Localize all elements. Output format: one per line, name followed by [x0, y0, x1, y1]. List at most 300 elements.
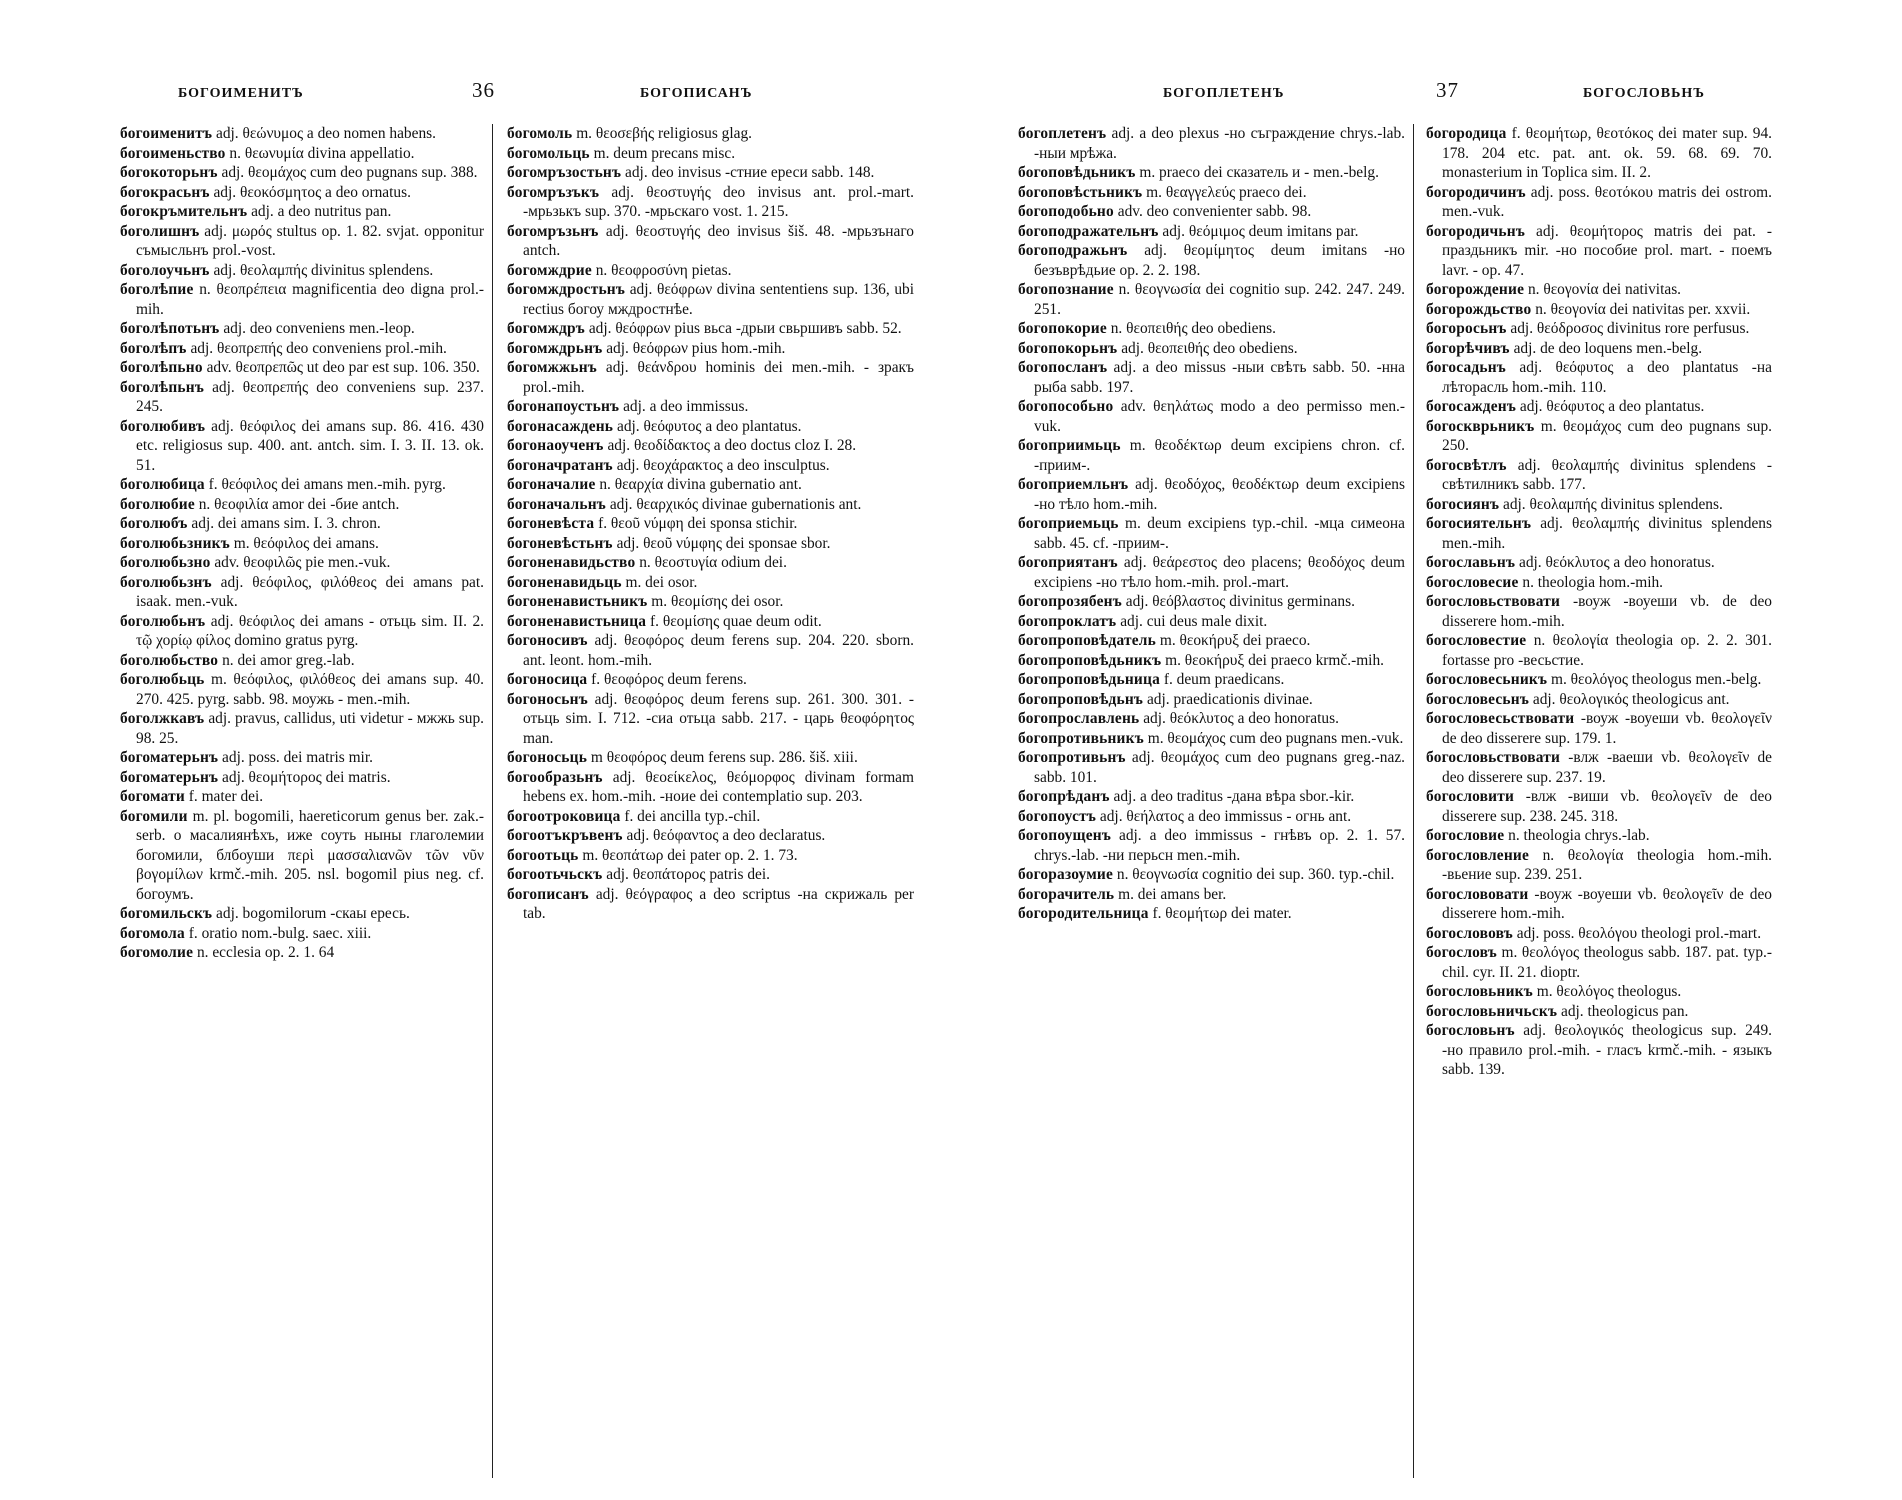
dictionary-entry — [1018, 319, 1405, 339]
dictionary-entry — [1426, 670, 1772, 690]
entry-headword: богоподражательнъ — [1018, 222, 1159, 240]
dictionary-entry — [120, 339, 484, 359]
dictionary-entry — [1426, 300, 1772, 320]
page-number: 37 — [1436, 78, 1459, 102]
entry-definition: m. θεοπάτωρ dei pater op. 2. 1. 73. — [578, 846, 798, 864]
dictionary-entry — [1018, 787, 1405, 807]
dictionary-entry — [507, 846, 914, 866]
dictionary-entry — [120, 358, 484, 378]
entry-headword: боголюбица — [120, 476, 205, 493]
entry-headword: богомждростьнъ — [507, 281, 626, 298]
dictionary-entry — [1018, 358, 1405, 397]
header-left-word: БОГОПЛЕТЕНЪ — [1163, 86, 1285, 101]
dictionary-entry — [120, 183, 484, 203]
entry-definition: n. dei amor greg.-lab. — [218, 651, 355, 669]
dictionary-entry — [507, 534, 914, 554]
dictionary-entry — [1426, 709, 1772, 748]
dictionary-entry — [120, 495, 484, 515]
dictionary-entry — [120, 417, 484, 476]
right-page — [1018, 78, 1772, 1478]
entry-headword: богопоустъ — [1018, 807, 1097, 825]
entry-headword: богословити — [1426, 788, 1515, 805]
entry-definition: adj. deo conveniens men.-leop. — [219, 320, 415, 337]
entry-definition: m. θεομάχος cum deo pugnans men.-vuk. — [1143, 729, 1404, 747]
entry-headword: богословесьствовати — [1426, 710, 1575, 727]
dictionary-entry — [1426, 124, 1772, 183]
entry-headword: богоненавистьникъ — [507, 593, 648, 610]
entry-definition: adj. θεοδίδακτος a deo doctus cloz I. 28. — [603, 437, 857, 454]
entry-definition: adj. θεόφυτος a deo plantatus -на лѣторасль hom.-mih. 110. — [1442, 359, 1772, 396]
entry-definition: m. deum excipiens typ.-chil. -мца симеона sabb. 45. cf. -приим-. — [1034, 515, 1405, 552]
dictionary-entry — [1018, 124, 1405, 163]
entry-definition: m. dei amans ber. — [1114, 885, 1227, 903]
entry-definition: n. θεοστυγία odium dei. — [635, 554, 787, 571]
dictionary-entry — [120, 280, 484, 319]
dictionary-entry — [507, 514, 914, 534]
entry-headword: богопособьно — [1018, 398, 1114, 415]
dictionary-entry — [120, 261, 484, 281]
entry-headword: богопрославлень — [1018, 710, 1140, 727]
entry-definition: f. θεομίσης quae deum odit. — [646, 612, 822, 630]
entry-definition: m. pl. bogomili, haereticorum genus ber. zak.-serb. о масалиянѣхъ, иже соуть ныны глаголемии богомили, блбоуши περὶ μασσαλιανῶν τῶν νῦν βογομίλων krmč.-mih. 205. nsl. bogomil pius neg. cf. богоумъ. — [136, 807, 484, 903]
entry-headword: богосадьнъ — [1426, 359, 1506, 376]
entry-definition: adj. praedicationis divinae. — [1143, 690, 1313, 708]
entry-definition: m. θεολόγος theologus men.-belg. — [1547, 671, 1762, 688]
entry-definition: n. θεοφιλία amor dei -бие antch. — [194, 495, 400, 513]
entry-headword: богоповѣдьникъ — [1018, 164, 1136, 181]
column-left — [120, 124, 492, 1478]
dictionary-entry — [1018, 241, 1405, 280]
entry-headword: богорачитель — [1018, 885, 1115, 903]
entry-headword: боголюбьство — [120, 651, 219, 669]
dictionary-entry — [1018, 163, 1405, 183]
entry-headword: богомати — [120, 788, 185, 805]
entry-headword: богокрасьнъ — [120, 183, 210, 201]
entry-headword: богоотьчьскъ — [507, 866, 603, 883]
entry-definition: n. theologia chrys.-lab. — [1504, 827, 1650, 844]
entry-definition: m. θεοσεβής religiosus glag. — [572, 125, 753, 142]
dictionary-entry — [507, 280, 914, 319]
dictionary-entry — [507, 885, 914, 924]
entry-definition: adj. pravus, callidus, uti videtur - мжжь sup. 98. 25. — [136, 710, 484, 747]
entry-definition: f. θεομήτωρ dei mater. — [1148, 905, 1292, 922]
entry-definition: adj. θεομήτορος matris dei pat. - праздьникъ mir. -но пособие prol. mart. - поемъ lavr. - op. 47. — [1442, 222, 1772, 279]
entry-headword: богомръзостьнъ — [507, 164, 622, 181]
entry-definition: f. mater dei. — [184, 788, 264, 805]
dictionary-entry — [120, 222, 484, 261]
dictionary-entry — [1018, 690, 1405, 710]
column-right — [492, 124, 914, 1478]
entry-definition: adv. θεηλάτως modo a deo permisso men.-vuk. — [1034, 398, 1405, 435]
entry-definition: f. θεομήτωρ, θεοτόκος dei mater sup. 94. 178. 204 etc. pat. ant. ok. 59. 68. 69. 70. monasterium in Toplica sim. II. 2. — [1442, 125, 1772, 181]
entry-definition: adj. θεολαμπής divinitus splendens men.-mih. — [1442, 515, 1772, 552]
entry-definition: adj. poss. dei matris mir. — [218, 749, 373, 766]
entry-headword: богомръзъкъ — [507, 183, 600, 201]
dictionary-entry — [1426, 456, 1772, 495]
entry-definition: adj. θεαρχικός divinae gubernationis ant. — [605, 495, 862, 513]
entry-definition: adj. θεόφιλος dei amans sup. 86. 416. 430 etc. religiosus sup. 400. ant. antch. sim. I. 3. II. 13. ok. 51. — [136, 417, 484, 474]
entry-definition: adj. θεομίμητος deum imitans -но безъврѣдьие op. 2. 2. 198. — [1034, 242, 1405, 279]
entry-definition: f. θεοφόρος deum ferens. — [587, 671, 747, 688]
dictionary-entry — [507, 631, 914, 670]
dictionary-entry — [507, 807, 914, 827]
entry-headword: богомильскъ — [120, 905, 213, 922]
dictionary-entry — [1426, 495, 1772, 515]
entry-definition: f. oratio nom.-bulg. saec. xiii. — [184, 924, 372, 942]
dictionary-entry — [507, 865, 914, 885]
entry-definition: adj. θεοχάρακτος a deo insculptus. — [612, 456, 830, 474]
entry-headword: боголюбъ — [120, 515, 188, 532]
dictionary-entry — [1018, 202, 1405, 222]
dictionary-entry — [120, 904, 484, 924]
dictionary-entry — [1426, 553, 1772, 573]
running-head — [120, 78, 914, 118]
entry-headword: богославьнъ — [1426, 554, 1516, 571]
dictionary-entry — [1426, 631, 1772, 670]
dictionary-entry — [120, 807, 484, 905]
dictionary-entry — [507, 261, 914, 281]
dictionary-entry — [1018, 729, 1405, 749]
entry-definition: adj. θεόφυτος a deo plantatus. — [613, 417, 802, 435]
dictionary-entry — [120, 378, 484, 417]
entry-headword: богословъ — [1426, 944, 1497, 961]
dictionary-entry — [507, 144, 914, 164]
entry-headword: богоносица — [507, 671, 588, 688]
entry-definition: f. θεοῦ νύμφη dei sponsa stichir. — [594, 515, 798, 532]
dictionary-entry — [1426, 222, 1772, 281]
dictionary-entry — [120, 163, 484, 183]
dictionary-entry — [507, 748, 914, 768]
entry-headword: богословьствовати — [1426, 593, 1561, 610]
entry-definition: m. θεοκήρυξ dei praeco. — [1156, 632, 1311, 649]
entry-headword: богородительница — [1018, 905, 1149, 922]
entry-headword: богосвѣтлъ — [1426, 456, 1507, 474]
entry-definition: m. θεοδέκτωρ deum excipiens chron. cf. -приим-. — [1034, 437, 1405, 474]
entry-headword: богомолие — [120, 944, 194, 961]
entry-headword: боголѣпьно — [120, 359, 203, 376]
entry-headword: богоименьство — [120, 144, 226, 162]
entry-headword: богоприемльнъ — [1018, 476, 1129, 493]
entry-headword: богокръмительнъ — [120, 203, 248, 220]
entry-headword: боголюбие — [120, 495, 195, 513]
entry-headword: богоповѣстьникъ — [1018, 183, 1143, 201]
entry-definition: adj. poss. θεολόγου theologi prol.-mart. — [1512, 924, 1762, 942]
entry-headword: богоненавидьць — [507, 573, 622, 591]
dictionary-entry — [1426, 885, 1772, 924]
entry-definition: m. θεαγγελεύς praeco dei. — [1142, 183, 1307, 201]
entry-headword: богорождьство — [1426, 300, 1532, 318]
entry-headword: богоносивъ — [507, 632, 588, 649]
entry-definition: adj. θεοπειθής deo obediens. — [1117, 339, 1298, 357]
entry-headword: богоносьць — [507, 749, 588, 766]
entry-definition: adj. θεοπρεπής deo conveniens prol.-mih. — [186, 339, 447, 357]
entry-definition: adj. θεόφρων divina sententiens sup. 136, ubi rectius богоу мждростнѣе. — [523, 281, 914, 318]
entry-headword: богопротивьнъ — [1018, 749, 1126, 766]
entry-definition: n. θεολογία theologia op. 2. 2. 301. fortasse pro -весьстие. — [1442, 632, 1772, 669]
entry-definition: adj. θεόκλυτος a deo honoratus. — [1139, 710, 1339, 727]
entry-headword: боголюбьзникъ — [120, 534, 230, 552]
entry-headword: боголюбивъ — [120, 417, 206, 435]
entry-headword: богословесие — [1426, 573, 1519, 591]
entry-definition: m. θεοκήρυξ dei praeco krmč.-mih. — [1161, 651, 1385, 669]
dictionary-entry — [507, 456, 914, 476]
dictionary-entry — [507, 495, 914, 515]
entry-definition: n. θεογνωσία dei cognitio sup. 242. 247. 249. 251. — [1034, 281, 1405, 318]
entry-headword: богоносьнъ — [507, 690, 588, 708]
entry-headword: богопроповѣдатель — [1018, 632, 1156, 649]
entry-headword: боголюбьзно — [120, 554, 211, 571]
dictionary-entry — [1426, 573, 1772, 593]
entry-headword: богоначальнъ — [507, 495, 606, 513]
dictionary-entry — [1426, 280, 1772, 300]
entry-headword: богопроклатъ — [1018, 612, 1117, 630]
header-left-word: БОГОИМЕНИТЪ — [178, 86, 304, 101]
dictionary-entry — [1018, 436, 1405, 475]
entry-headword: богомола — [120, 924, 185, 942]
entry-definition: -воуж -воуеши vb. θεολογεῖν de deo disserere sup. 179. 1. — [1442, 710, 1772, 747]
entry-headword: богоподобьно — [1018, 203, 1114, 220]
entry-headword: богомили — [120, 807, 188, 825]
dictionary-entry — [1426, 417, 1772, 456]
entry-definition: adj. θεοστυγής deo invisus ant. prol.-mart. -мрьзькъ sup. 370. -мрьскаго vost. 1. 215. — [523, 183, 914, 220]
columns — [1018, 124, 1772, 1478]
entry-definition: n. θεωνυμία divina appellatio. — [225, 144, 415, 162]
dictionary-entry — [507, 124, 914, 144]
entry-definition: m. θεολόγος theologus sabb. 187. pat. typ.-chil. cyr. II. 21. dioptr. — [1442, 944, 1772, 981]
dictionary-entry — [120, 748, 484, 768]
entry-headword: богонасаждень — [507, 417, 614, 435]
entry-definition: adj. θεολογικός theologicus sup. 249. -но правило prol.-mih. - гласъ krmč.-mih. - языкъ sabb. 139. — [1442, 1022, 1772, 1078]
dictionary-entry — [1426, 748, 1772, 787]
dictionary-entry — [507, 553, 914, 573]
entry-headword: богословьнъ — [1426, 1022, 1515, 1039]
dictionary-entry — [120, 534, 484, 554]
entry-headword: боголѣпие — [120, 281, 194, 298]
dictionary-entry — [1018, 748, 1405, 787]
dictionary-entry — [507, 397, 914, 417]
entry-definition: adj. θεόγραφος a deo scriptus -на скрижаль per tab. — [523, 885, 914, 922]
dictionary-entry — [120, 124, 484, 144]
dictionary-entry — [507, 592, 914, 612]
entry-definition: adv. deo convenienter sabb. 98. — [1113, 203, 1312, 220]
entry-definition: m. θεομίσης dei osor. — [647, 593, 784, 610]
entry-definition: adj. θεόδροσος divinitus rore perfusus. — [1506, 320, 1750, 337]
entry-definition: n. θεαρχία divina gubernatio ant. — [595, 476, 802, 493]
entry-headword: богосажденъ — [1426, 398, 1517, 415]
entry-definition: m. θεόφιλος, φιλόθεος dei amans sup. 40. 270. 425. pyrg. sabb. 98. моужь - men.-mih. — [136, 671, 484, 708]
entry-definition: adj. θεολαμπής divinitus splendens. — [1499, 495, 1723, 513]
entry-headword: богомждрьнъ — [507, 339, 603, 357]
entry-headword: богопротивьникъ — [1018, 729, 1144, 747]
dictionary-entry — [507, 163, 914, 183]
entry-headword: богомждрие — [507, 261, 592, 279]
entry-definition: adj. θεώνυμος a deo nomen habens. — [212, 125, 436, 142]
entry-definition: adj. a deo immissus. — [619, 398, 749, 415]
entry-definition: adj. a deo nutritus pan. — [247, 203, 392, 220]
dictionary-entry — [507, 417, 914, 437]
entry-headword: богоненавидьство — [507, 554, 636, 571]
entry-definition: adj. θεολαμπής divinitus splendens - свѣтилникъ sabb. 177. — [1442, 456, 1772, 493]
dictionary-entry — [1426, 319, 1772, 339]
entry-headword: богопроповѣдьникъ — [1018, 651, 1162, 669]
dictionary-entry — [1018, 397, 1405, 436]
dictionary-entry — [120, 553, 484, 573]
header-right-word: БОГОПИСАНЪ — [640, 86, 753, 101]
entry-headword: богоотроковица — [507, 807, 621, 825]
entry-headword: богословьствовати — [1426, 749, 1561, 766]
dictionary-entry — [1426, 514, 1772, 553]
entry-definition: -влж -ваеши vb. θεολογεῖν de deo disserere sup. 237. 19. — [1442, 749, 1772, 786]
entry-definition: adj. θεομάχος cum deo pugnans sup. 388. — [217, 164, 478, 181]
dictionary-entry — [507, 612, 914, 632]
entry-headword: богослововати — [1426, 885, 1529, 903]
dictionary-entry — [507, 436, 914, 456]
entry-headword: богоразоумие — [1018, 866, 1114, 883]
dictionary-entry — [120, 709, 484, 748]
page-number: 36 — [472, 78, 495, 102]
entry-definition: n. θεοπειθής deo obediens. — [1106, 320, 1277, 337]
dictionary-entry — [507, 339, 914, 359]
entry-headword: богоросьнъ — [1426, 320, 1507, 337]
dictionary-entry — [120, 787, 484, 807]
entry-definition: adj. θεόφρων pius hom.-mih. — [602, 339, 786, 357]
dictionary-entry — [120, 514, 484, 534]
entry-definition: n. ecclesia op. 2. 1. 64 — [193, 944, 335, 961]
dictionary-entry — [1018, 631, 1405, 651]
entry-definition: adj. θεοῦ νύμφης dei sponsae sbor. — [612, 534, 831, 552]
entry-definition: -воуж -воуеши vb. de deo disserere hom.-mih. — [1442, 593, 1772, 630]
entry-definition: adj. θεομήτορος dei matris. — [218, 768, 391, 786]
entry-headword: богословестие — [1426, 632, 1527, 649]
entry-headword: богорождение — [1426, 281, 1525, 298]
entry-headword: богоприимьць — [1018, 437, 1121, 454]
dictionary-entry — [1426, 982, 1772, 1002]
entry-headword: боголишнъ — [120, 222, 200, 240]
entry-headword: богоматерьнъ — [120, 749, 219, 766]
dictionary-entry — [1018, 670, 1405, 690]
entry-definition: adj. θεομάχος cum deo pugnans greg.-naz. sabb. 101. — [1034, 749, 1405, 786]
entry-headword: богоматерьнъ — [120, 768, 219, 786]
dictionary-entry — [1426, 690, 1772, 710]
dictionary-entry — [120, 612, 484, 651]
entry-headword: богопроповѣдьнъ — [1018, 690, 1144, 708]
entry-headword: богопрѣданъ — [1018, 788, 1110, 805]
column-left — [1018, 124, 1413, 1478]
entry-definition: adj. bogomilorum -скаы ересь. — [212, 905, 410, 922]
entry-headword: богокоторьнъ — [120, 164, 218, 181]
entry-definition: adj. cui deus male dixit. — [1116, 612, 1268, 630]
entry-definition: adj. a deo immissus - гнѣвъ op. 2. 1. 57. chrys.-lab. -ни перьсн men.-mih. — [1034, 827, 1405, 864]
column-right — [1413, 124, 1772, 1478]
entry-headword: богоначратанъ — [507, 456, 613, 474]
entry-headword: богорѣчивъ — [1426, 339, 1510, 357]
entry-definition: adj. θεοφόρος deum ferens sup. 261. 300. 301. - отьць sim. I. 712. -сиа отьца sabb. 217. - царь θεοφόρητος man. — [523, 690, 914, 747]
entry-definition: adv. θεοπρεπῶς ut deo par est sup. 106. 350. — [202, 359, 480, 376]
entry-headword: богословие — [1426, 827, 1505, 844]
dictionary-entry — [120, 924, 484, 944]
dictionary-entry — [120, 670, 484, 709]
entry-definition: adj. θεοστυγής deo invisus šiš. 48. -мрьзънаго antch. — [523, 222, 914, 259]
entry-definition: adj. θεοπρεπής deo conveniens sup. 237. 245. — [136, 378, 484, 415]
entry-headword: богородичинъ — [1426, 183, 1526, 201]
dictionary-entry — [1426, 846, 1772, 885]
dictionary-entry — [507, 768, 914, 807]
entry-headword: богословесьникъ — [1426, 671, 1548, 688]
entry-headword: богословесьнъ — [1426, 690, 1530, 708]
dictionary-entry — [507, 573, 914, 593]
entry-headword: богопознание — [1018, 281, 1114, 298]
entry-headword: богопосланъ — [1018, 359, 1108, 376]
entry-headword: богомждръ — [507, 320, 585, 337]
entry-headword: богопокорьнъ — [1018, 339, 1118, 357]
entry-headword: богомръзьнъ — [507, 222, 599, 240]
entry-definition: n. θεογονία dei nativitas. — [1524, 281, 1682, 298]
entry-headword: боголюбьзнъ — [120, 573, 212, 591]
running-head — [1018, 78, 1772, 118]
entry-definition: n. θεογνωσία cognitio dei sup. 360. typ.-chil. — [1113, 866, 1395, 883]
entry-headword: богопокорие — [1018, 320, 1107, 337]
dictionary-entry — [1426, 183, 1772, 222]
entry-definition: adj. theologicus pan. — [1557, 1002, 1689, 1020]
entry-headword: богоотьць — [507, 846, 579, 864]
entry-definition: n. theologia hom.-mih. — [1518, 573, 1664, 591]
dictionary-entry — [120, 475, 484, 495]
entry-definition: adj. θεολογικός theologicus ant. — [1529, 690, 1730, 708]
dictionary-entry — [1426, 358, 1772, 397]
entry-definition: m. dei osor. — [621, 573, 698, 591]
left-page — [120, 78, 914, 1478]
entry-definition: m. θεόφιλος dei amans. — [229, 534, 379, 552]
dictionary-entry — [120, 651, 484, 671]
entry-headword: богоненавистьница — [507, 612, 647, 630]
entry-definition: adj. θεοφόρος deum ferens sup. 204. 220. sborn. ant. leont. hom.-mih. — [523, 632, 914, 669]
entry-headword: богомоль — [507, 125, 573, 142]
entry-headword: богопрозябенъ — [1018, 593, 1122, 610]
dictionary-entry — [1018, 807, 1405, 827]
dictionary-entry — [1426, 592, 1772, 631]
entry-definition: adj. μωρός stultus op. 1. 82. svjat. opponitur съмысльнъ prol.-vost. — [136, 222, 484, 259]
header-right-word: БОГОСЛОВЬНЪ — [1583, 86, 1705, 101]
dictionary-entry — [1426, 924, 1772, 944]
entry-headword: богоприемьць — [1018, 515, 1119, 532]
dictionary-entry — [1018, 475, 1405, 514]
entry-headword: богомжжьнъ — [507, 359, 597, 376]
entry-headword: боголжкавъ — [120, 710, 205, 727]
dictionary-entry — [507, 690, 914, 749]
entry-definition: adj. θεόφυτος a deo plantatus. — [1516, 398, 1705, 415]
entry-headword: богословление — [1426, 846, 1530, 864]
dictionary-entry — [1018, 709, 1405, 729]
dictionary-entry — [1018, 651, 1405, 671]
entry-headword: богоскврьникъ — [1426, 417, 1535, 435]
entry-headword: богопроповѣдьница — [1018, 671, 1160, 688]
dictionary-entry — [120, 144, 484, 164]
dictionary-entry — [120, 768, 484, 788]
entry-headword: богослововъ — [1426, 924, 1513, 942]
entry-headword: богоименитъ — [120, 125, 213, 142]
dictionary-entry — [1426, 339, 1772, 359]
dictionary-entry — [1018, 339, 1405, 359]
dictionary-entry — [1426, 1021, 1772, 1080]
dictionary-entry — [507, 358, 914, 397]
entry-definition: adj. θεοδόχος, θεοδέκτωρ deum excipiens -но тѣло hom.-mih. — [1034, 476, 1405, 513]
dictionary-entry — [507, 222, 914, 261]
entry-headword: богородица — [1426, 125, 1507, 142]
dictionary-entry — [507, 319, 914, 339]
entry-headword: богоначалие — [507, 476, 596, 493]
dictionary-entry — [507, 826, 914, 846]
entry-headword: богословьникъ — [1426, 983, 1533, 1000]
